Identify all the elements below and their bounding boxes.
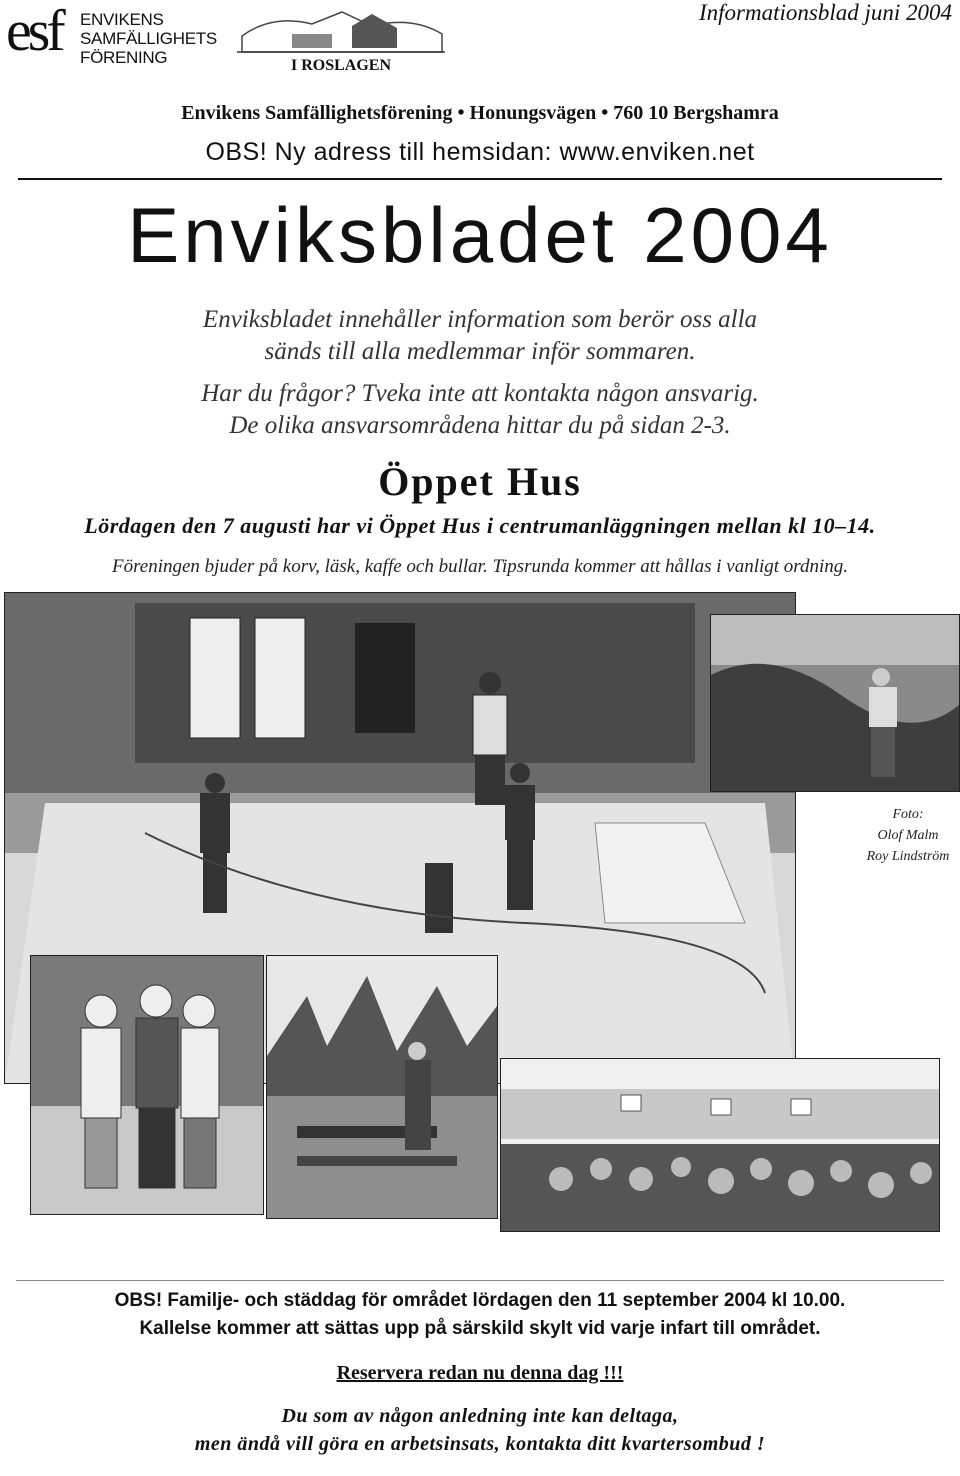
oppet-hus-details: Föreningen bjuder på korv, läsk, kaffe och bullar. Tipsrunda kommer att hållas i vanligt ordning.	[111, 556, 849, 577]
divider	[18, 178, 942, 180]
intro-line-3: Har du frågor? Tveka inte att kontakta någon ansvarig.	[201, 380, 759, 407]
notice-cleanup-day: OBS! Familje- och städdag för området lördagen den 11 september 2004 kl 10.00.	[114, 1290, 846, 1311]
logo-text	[80, 10, 217, 67]
logo-line-2: SAMFÄLLIGHETS	[80, 29, 217, 48]
people-photo	[30, 955, 264, 1215]
roslagen-text: I ROSLAGEN	[290, 57, 392, 74]
notice-summons: Kallelse kommer att sättas upp på särskild skylt vid varje infart till området.	[139, 1318, 821, 1339]
website-notice: OBS! Ny adress till hemsidan: www.enviken.net	[205, 138, 755, 166]
address-line: Envikens Samfällighetsförening • Honungsvägen • 760 10 Bergshamra	[181, 102, 779, 124]
oppet-hus-title: Öppet Hus	[378, 459, 582, 504]
notice-contact-1: Du som av någon anledning inte kan deltaga,	[281, 1405, 679, 1427]
page-title: Enviksbladet 2004	[127, 191, 833, 279]
intro-line-1: Enviksbladet innehåller information som berör oss alla	[202, 306, 758, 333]
logo-line-1: ENVIKENS	[80, 10, 164, 29]
roslagen-logo	[232, 6, 450, 76]
credit-name-2: Roy Lindström	[866, 849, 950, 864]
clearing-photo	[710, 614, 960, 792]
photo-credit	[858, 804, 958, 867]
outdoor-photo	[266, 955, 498, 1219]
intro-line-2: sänds till alla medlemmar inför sommaren.	[264, 338, 696, 365]
credit-label: Foto:	[892, 807, 924, 822]
notice-reserve: Reservera redan nu denna dag !!!	[336, 1362, 624, 1384]
info-label: Informationsblad juni 2004	[698, 0, 952, 25]
logo-line-3: FÖRENING	[80, 48, 168, 67]
notice-contact-2: men ändå vill göra en arbetsinsats, kontakta ditt kvartersombud !	[194, 1433, 766, 1455]
meeting-photo	[500, 1058, 940, 1232]
esf-logo-mark: esf	[6, 0, 62, 63]
credit-name-1: Olof Malm	[877, 828, 939, 843]
intro-line-4: De olika ansvarsområdena hittar du på sidan 2-3.	[229, 412, 731, 439]
oppet-hus-date: Lördagen den 7 augusti har vi Öppet Hus i centrumanläggningen mellan kl 10–14.	[84, 513, 876, 538]
